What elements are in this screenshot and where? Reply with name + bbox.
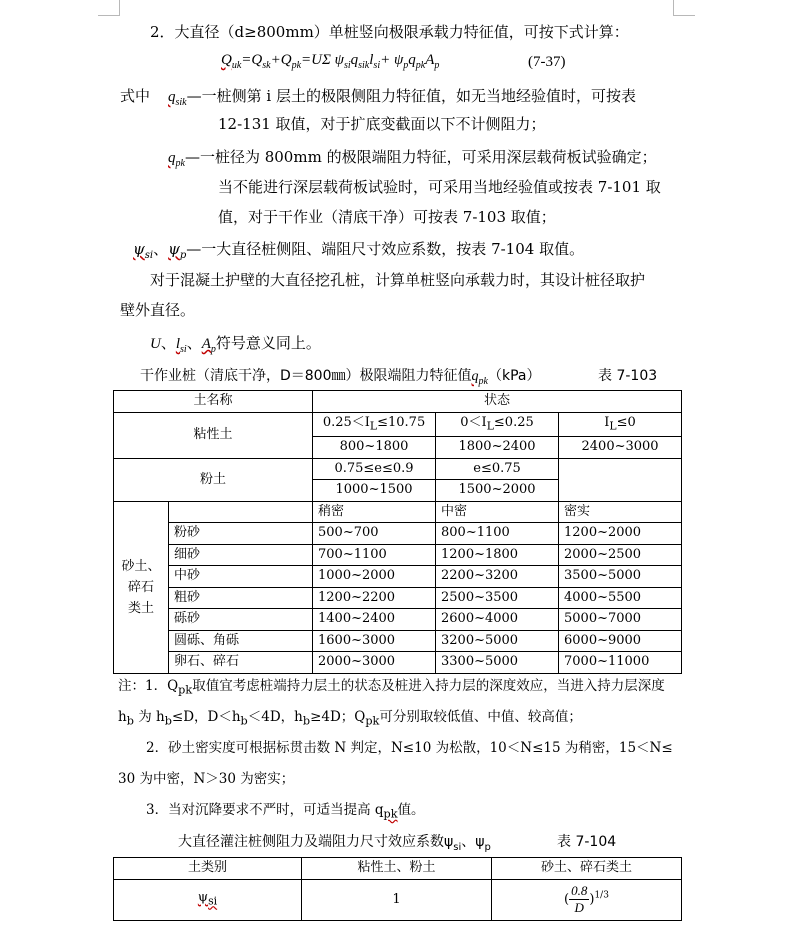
psi-si-sand-value: ( $\frac{0.8}{D}$ )$^{1/3}$ bbox=[492, 879, 682, 920]
note-2-line2: 30 为中密，N＞30 为密实； bbox=[118, 771, 295, 787]
row-v3: 7000~11000 bbox=[559, 652, 682, 674]
silt-value-2: 1500~2000 bbox=[436, 480, 559, 502]
end-resistance-table bbox=[113, 390, 682, 674]
row-v2: 2200~3200 bbox=[436, 566, 559, 588]
corner-mark-top-right-h bbox=[673, 15, 695, 16]
density-dense: 密实 bbox=[559, 501, 682, 523]
row-v1: 1600~3000 bbox=[313, 630, 436, 652]
density-blank bbox=[169, 501, 313, 523]
row-v1: 1200~2200 bbox=[313, 587, 436, 609]
row-name: 圆砾、角砾 bbox=[169, 630, 313, 652]
note-1-line1: 注：1．$Q_{pk}$取值宜考虑桩端持力层土的状态及桩进入持力层的深度效应，当进入持力层深度 bbox=[118, 678, 665, 697]
fraction: $\frac{0.8}{D}$ bbox=[571, 883, 588, 915]
row-v2: 3200~5000 bbox=[436, 630, 559, 652]
table-row bbox=[114, 652, 682, 674]
table-row bbox=[114, 544, 682, 566]
row-v3: 2000~2500 bbox=[559, 544, 682, 566]
def-qpk-line1: $q_{pk}—$一桩径为 800mm 的极限端阻力特征，可采用深层载荷板试验确定； bbox=[168, 148, 657, 169]
table-row bbox=[114, 858, 682, 880]
row-v1: 2000~3000 bbox=[313, 652, 436, 674]
table2-number: 表 7-104 bbox=[557, 834, 617, 850]
clay-state-3: $I_L\le 0$ bbox=[559, 412, 682, 437]
clay-value-1: 800~1800 bbox=[313, 437, 436, 459]
formula-7-37: $Q_{uk}=Q_{sk}+Q_{pk}=U\Sigma$ $\psi_{si}q_{sik}l_{si}+ \psi_pq_{pk}A_p$ bbox=[221, 52, 440, 71]
table1-number: 表 7-103 bbox=[598, 368, 658, 384]
header-soil-name: 土名称 bbox=[114, 391, 313, 413]
note-1-line2: $h_b$ 为 $h_b\le D$，$D<h_b<4D$，$h_b\ge 4D$；$Q_{pk}$可分别取较低值、中值、较高值； bbox=[118, 709, 582, 728]
soil-clay: 粘性土 bbox=[114, 412, 313, 458]
row-name: 卵石、碎石 bbox=[169, 652, 313, 674]
def-qpk-line2: 当不能进行深层载荷板试验时，可采用当地经验值或按表 7-101 取 bbox=[218, 178, 661, 196]
row-name: 粉砂 bbox=[169, 523, 313, 545]
table2-caption: 大直径灌注桩侧阻力及端阻力尺寸效应系数$\psi_{si}$、$\psi_p$ bbox=[178, 834, 491, 853]
silt-state-1: 0.75≤e≤0.9 bbox=[313, 458, 436, 480]
soil-sand-gravel: 砂土、 碎石 类土 bbox=[114, 501, 169, 673]
row-v3: 1200~2000 bbox=[559, 523, 682, 545]
row-name: 砾砂 bbox=[169, 609, 313, 631]
row-v1: 1400~2400 bbox=[313, 609, 436, 631]
clay-state-1: $0.25<I_L\le 10.75$ bbox=[313, 412, 436, 437]
symbols-note: U、$l_{si}$、$A_p$符号意义同上。 bbox=[150, 334, 321, 355]
table-row bbox=[114, 501, 682, 523]
row-v3: 6000~9000 bbox=[559, 630, 682, 652]
soil-silt: 粉土 bbox=[114, 458, 313, 501]
silt-empty bbox=[559, 458, 682, 501]
header-sand-gravel: 砂土、碎石类土 bbox=[492, 858, 682, 880]
table-row bbox=[114, 609, 682, 631]
row-v2: 2600~4000 bbox=[436, 609, 559, 631]
row-v1: 1000~2000 bbox=[313, 566, 436, 588]
table-row bbox=[114, 391, 682, 413]
paragraph-line1: 对于混凝土护壁的大直径挖孔桩，计算单桩竖向承载力时，其设计桩径取护 bbox=[150, 271, 646, 289]
row-v3: 5000~7000 bbox=[559, 609, 682, 631]
silt-value-1: 1000~1500 bbox=[313, 480, 436, 502]
row-v2: 2500~3500 bbox=[436, 587, 559, 609]
row-name: 中砂 bbox=[169, 566, 313, 588]
table1-caption: 干作业桩（清底干净，D＝800㎜）极限端阻力特征值$q_{pk}(kPa)$ bbox=[140, 368, 541, 387]
row-v3: 3500~5000 bbox=[559, 566, 682, 588]
row-v1: 700~1100 bbox=[313, 544, 436, 566]
table-row bbox=[114, 523, 682, 545]
header-soil-type: 土类别 bbox=[114, 858, 302, 880]
psi-si-clay-value: 1 bbox=[302, 879, 492, 920]
header-state: 状态 bbox=[313, 391, 682, 413]
row-v2: 3300~5000 bbox=[436, 652, 559, 674]
row-v3: 4000~5500 bbox=[559, 587, 682, 609]
clay-value-2: 1800~2400 bbox=[436, 437, 559, 459]
table-row bbox=[114, 630, 682, 652]
silt-state-2: e≤0.75 bbox=[436, 458, 559, 480]
corner-mark-top-left-h bbox=[98, 15, 120, 16]
row-v2: 800~1100 bbox=[436, 523, 559, 545]
note-2-line1: 2．砂土密实度可根据标贯击数 N 判定，N≤10 为松散，10＜N≤15 为稍密，15＜N≤ bbox=[146, 740, 673, 756]
row-name: 粗砂 bbox=[169, 587, 313, 609]
section-heading: 2．大直径（d≥800mm）单桩竖向极限承载力特征值，可按下式计算： bbox=[150, 23, 629, 41]
row-v2: 1200~1800 bbox=[436, 544, 559, 566]
corner-mark-top-left-v bbox=[119, 0, 120, 16]
def-psi: $\psi_{si}$、$\psi_p—$一大直径桩侧阻、端阻尺寸效应系数，按表 7-104 取值。 bbox=[133, 240, 585, 261]
paragraph-line2: 壁外直径。 bbox=[120, 301, 196, 319]
clay-state-2: $0<I_L\le 0.25$ bbox=[436, 412, 559, 437]
def-qsik-line1: $q_{sik}—$一桩侧第 i 层土的极限侧阻力特征值，如无当地经验值时，可按表 bbox=[168, 87, 636, 108]
note-3: 3．当对沉降要求不严时，可适当提高 $q_{pk}$值。 bbox=[146, 802, 425, 821]
table-row bbox=[114, 566, 682, 588]
size-effect-table bbox=[113, 857, 682, 921]
row-v1: 500~700 bbox=[313, 523, 436, 545]
psi-si-label: $\psi_{si}$ bbox=[114, 879, 302, 920]
def-qpk-line3: 值，对于干作业（清底干净）可按表 7-103 取值； bbox=[218, 208, 556, 226]
table-row bbox=[114, 587, 682, 609]
formula-number: (7-37) bbox=[528, 54, 566, 70]
density-medium-dense: 中密 bbox=[436, 501, 559, 523]
table-row bbox=[114, 412, 682, 437]
where-label: 式中 bbox=[120, 87, 151, 105]
header-clay-silt: 粘性土、粉土 bbox=[302, 858, 492, 880]
density-slightly-dense: 稍密 bbox=[313, 501, 436, 523]
def-qsik-line2: 12-131 取值，对于扩底变截面以下不计侧阻力； bbox=[218, 115, 546, 133]
table-row bbox=[114, 458, 682, 480]
clay-value-3: 2400~3000 bbox=[559, 437, 682, 459]
table-row bbox=[114, 879, 682, 920]
row-name: 细砂 bbox=[169, 544, 313, 566]
corner-mark-top-right-v bbox=[673, 0, 674, 16]
